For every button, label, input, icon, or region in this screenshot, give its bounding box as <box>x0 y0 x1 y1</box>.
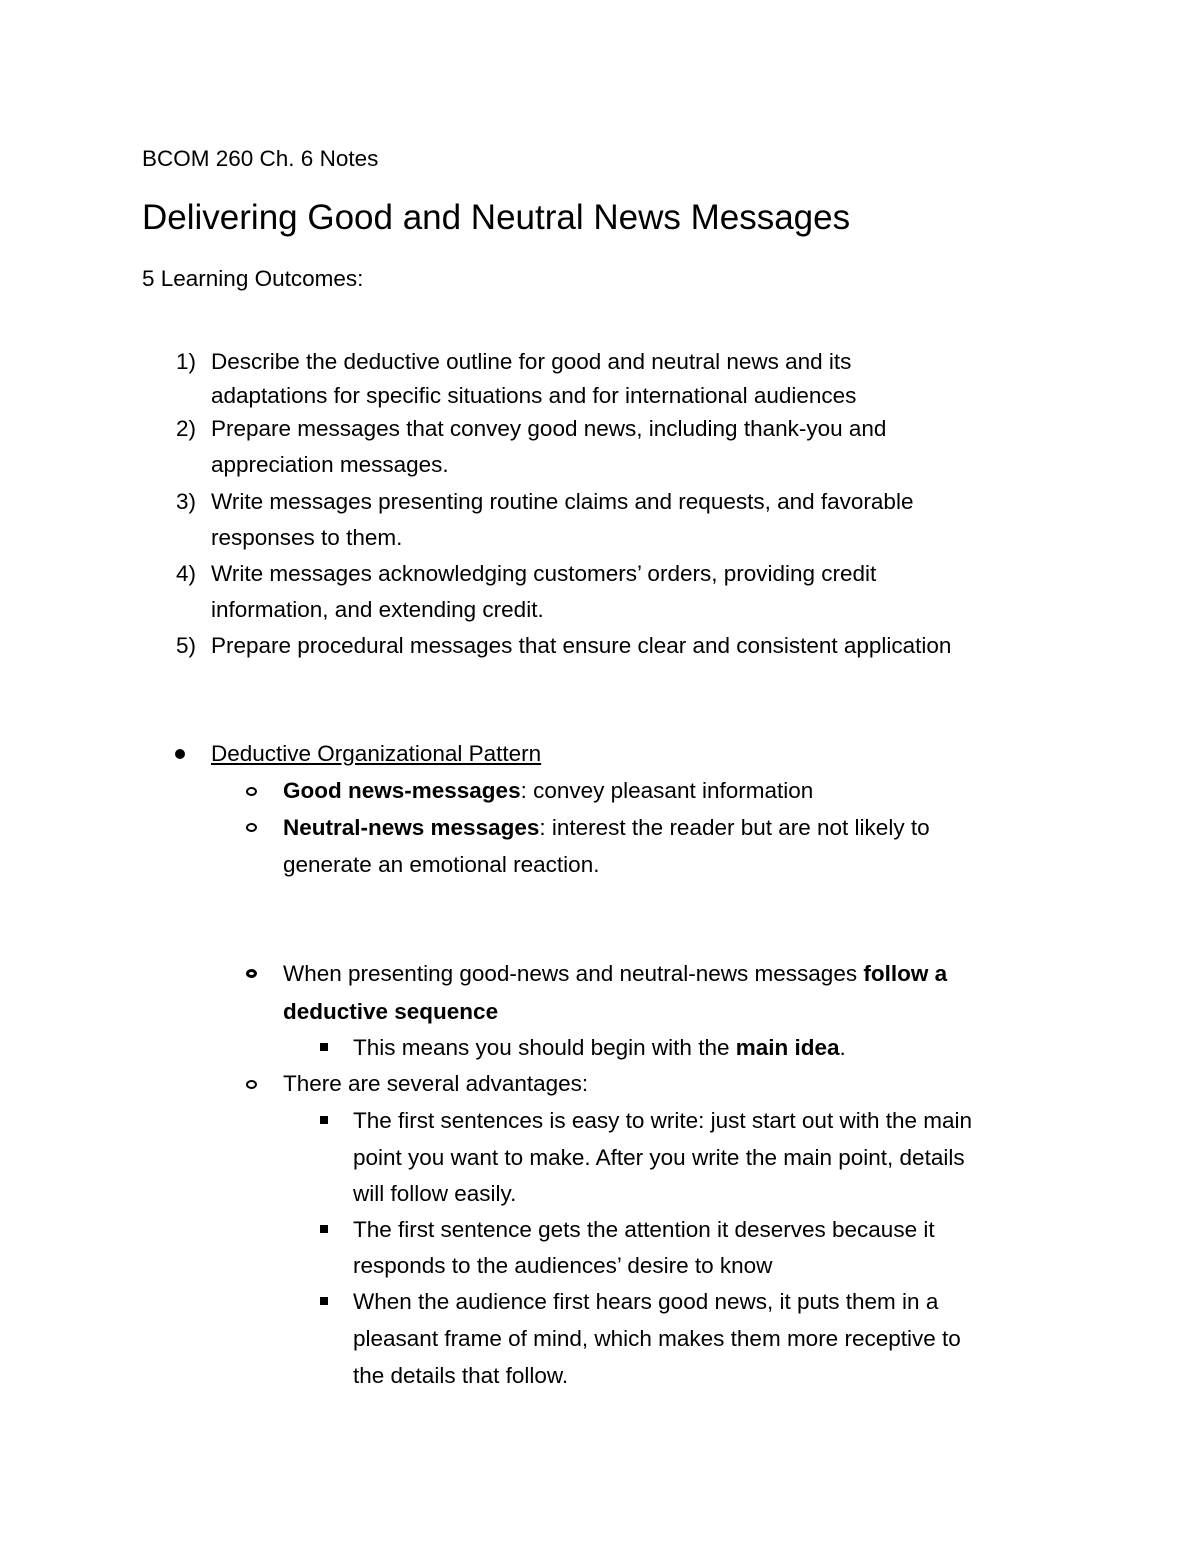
main-idea-item <box>353 1033 846 1063</box>
good-news-definition: : convey pleasant information <box>520 778 814 803</box>
outcome-text: Write messages presenting routine claims and requests, and favorable <box>211 489 914 514</box>
advantage-text: The first sentences is easy to write: just start out with the main <box>353 1108 973 1133</box>
outcome-text: appreciation messages. <box>211 452 449 477</box>
course-label: BCOM 260 Ch. 6 Notes <box>142 146 379 171</box>
sequence-text: When presenting good-news and neutral-news messages <box>283 961 864 986</box>
bullet-circle-icon <box>246 1080 257 1089</box>
advantage-text: pleasant frame of mind, which makes them more receptive to <box>353 1326 961 1351</box>
page-title: Delivering Good and Neutral News Messages <box>142 198 851 237</box>
bullet-circle-icon <box>246 787 257 796</box>
advantage-text: will follow easily. <box>353 1181 517 1206</box>
bullet-square-icon <box>320 1297 328 1305</box>
outcome-number: 5) <box>176 633 197 658</box>
advantage-text: The first sentence gets the attention it deserves because it <box>353 1217 935 1242</box>
advantages-label: There are several advantages: <box>283 1071 589 1096</box>
advantage-text: When the audience first hears good news, it puts them in a <box>353 1289 939 1314</box>
outcome-number: 2) <box>176 416 197 441</box>
neutral-news-term: Neutral-news messages <box>283 815 540 840</box>
bullet-disc-icon <box>175 749 185 759</box>
outcome-number: 3) <box>176 489 197 514</box>
outcome-text: Prepare messages that convey good news, including thank-you and <box>211 416 887 441</box>
neutral-news-continuation: generate an emotional reaction. <box>283 852 600 877</box>
section-heading: Deductive Organizational Pattern <box>211 741 542 766</box>
good-news-item <box>283 776 813 806</box>
outcome-text: adaptations for specific situations and for international audiences <box>211 383 857 408</box>
sequence-continuation <box>283 997 498 1027</box>
sequence-bold-continued: deductive sequence <box>283 999 499 1024</box>
neutral-news-definition: : interest the reader but are not likely to <box>539 815 930 840</box>
neutral-news-item <box>283 813 930 843</box>
advantage-text: responds to the audiences’ desire to know <box>353 1253 773 1278</box>
advantage-text: the details that follow. <box>353 1363 569 1388</box>
bullet-circle-icon <box>246 823 257 832</box>
bullet-square-icon <box>320 1116 328 1124</box>
main-idea-text: This means you should begin with the <box>353 1035 736 1060</box>
bullet-circle-icon <box>246 969 257 978</box>
bullet-square-icon <box>320 1225 328 1233</box>
outcome-text: responses to them. <box>211 525 403 550</box>
outcome-text: information, and extending credit. <box>211 597 544 622</box>
good-news-term: Good news-messages <box>283 778 521 803</box>
outcome-text: Prepare procedural messages that ensure clear and consistent application <box>211 633 952 658</box>
bullet-square-icon <box>320 1043 328 1051</box>
sequence-item <box>283 959 947 989</box>
outcome-number: 4) <box>176 561 197 586</box>
outcome-number: 1) <box>176 349 197 374</box>
outcome-text: Write messages acknowledging customers’ orders, providing credit <box>211 561 877 586</box>
main-idea-end: . <box>839 1035 846 1060</box>
sequence-bold: follow a <box>863 961 948 986</box>
outcome-text: Describe the deductive outline for good and neutral news and its <box>211 349 852 374</box>
main-idea-bold: main idea <box>735 1035 840 1060</box>
outcomes-label: 5 Learning Outcomes: <box>142 266 364 291</box>
advantage-text: point you want to make. After you write the main point, details <box>353 1145 965 1170</box>
